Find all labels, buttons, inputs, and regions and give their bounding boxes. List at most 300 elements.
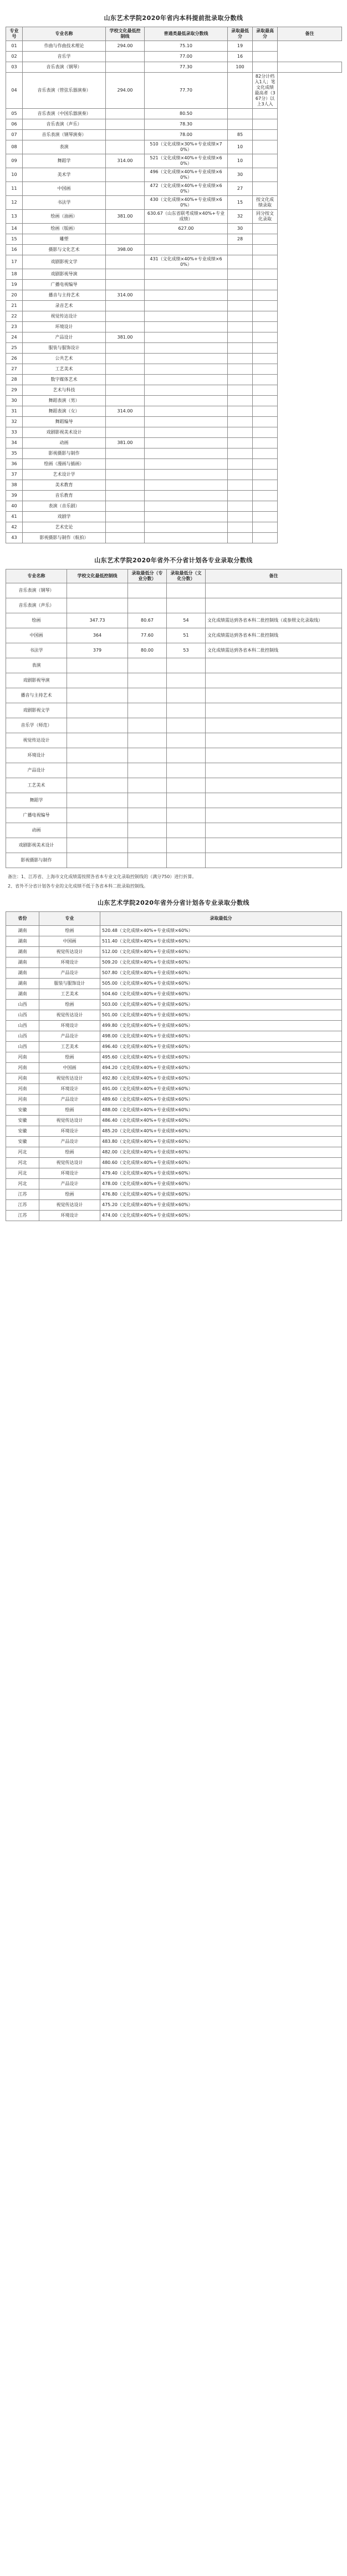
table1-cell: 314.00	[106, 406, 145, 417]
table2-cell: 舞蹈学	[6, 793, 67, 808]
table1	[6, 27, 342, 543]
table3-cell: 河南	[6, 1083, 39, 1094]
table1-cell: 15	[6, 234, 23, 245]
table1-cell	[228, 269, 253, 280]
table-row	[6, 168, 342, 182]
table-row	[6, 255, 342, 269]
table3-cell: 中国画	[39, 936, 100, 946]
table2-header-cell: 专业名称	[6, 569, 67, 583]
table3-cell: 山西	[6, 1010, 39, 1020]
table2-cell	[128, 658, 167, 673]
table-row	[6, 1052, 342, 1062]
table3-cell: 511.40（文化成绩×40%+专业成绩×60%）	[100, 936, 342, 946]
table1-cell: 书法学	[23, 196, 106, 210]
table2-cell: 51	[167, 628, 206, 643]
table1-cell	[253, 224, 278, 234]
table-row	[6, 354, 342, 364]
table3-cell: 绘画	[39, 1147, 100, 1157]
table1-cell	[253, 332, 278, 343]
table2-header-cell: 录取最低分（专业分数）	[128, 569, 167, 583]
table2-cell	[206, 793, 342, 808]
table1-cell	[145, 290, 228, 301]
table3-cell: 476.80（文化成绩×40%+专业成绩×60%）	[100, 1189, 342, 1199]
table1-cell	[253, 533, 278, 543]
notes	[8, 874, 339, 890]
table-row	[6, 385, 342, 396]
table1-cell: 17	[6, 255, 23, 269]
table1-cell	[145, 364, 228, 375]
table1-cell	[253, 480, 278, 491]
table2-cell: 中国画	[6, 628, 67, 643]
table-row	[6, 957, 342, 967]
table3-cell: 安徽	[6, 1136, 39, 1147]
table1-cell	[106, 459, 145, 470]
table1-cell: 公共艺术	[23, 354, 106, 364]
table1-cell: 38	[6, 480, 23, 491]
table1-cell	[228, 522, 253, 533]
table1-cell	[145, 375, 228, 385]
table2-cell	[128, 778, 167, 793]
table-row	[6, 375, 342, 385]
table1-cell	[106, 130, 145, 140]
table1-cell: 美术学	[23, 168, 106, 182]
table2-cell	[206, 778, 342, 793]
table3-cell: 山西	[6, 999, 39, 1010]
table1-cell	[278, 62, 342, 73]
table2-cell: 77.60	[128, 628, 167, 643]
table1-cell	[145, 491, 228, 501]
table1-header-cell: 录取最高分	[253, 27, 278, 41]
note-2: 2、省外不分省计划各专业的文化成绩不低于各省本科二批录取控制线。	[8, 883, 149, 889]
table2-cell	[128, 718, 167, 733]
table-row	[6, 1105, 342, 1115]
table3-cell: 492.80（文化成绩×40%+专业成绩×60%）	[100, 1073, 342, 1083]
table-row	[6, 280, 342, 290]
table1-cell	[106, 522, 145, 533]
table3-cell: 安徽	[6, 1115, 39, 1126]
table-row	[6, 778, 342, 793]
table-row	[6, 808, 342, 823]
table2-cell	[206, 673, 342, 688]
table-row	[6, 269, 342, 280]
table1-cell: 18	[6, 269, 23, 280]
table2-cell: 364	[67, 628, 128, 643]
table1-cell	[228, 375, 253, 385]
table-row	[6, 643, 342, 658]
table2-cell	[67, 718, 128, 733]
table-row	[6, 322, 342, 332]
table3-cell: 491.00（文化成绩×40%+专业成绩×60%）	[100, 1083, 342, 1094]
table1-cell: 服装与服饰设计	[23, 343, 106, 354]
table1-cell: 36	[6, 459, 23, 470]
table1-cell: 16	[6, 245, 23, 255]
table2-cell: 广播电视编导	[6, 808, 67, 823]
table1-cell	[106, 280, 145, 290]
table3-cell: 河北	[6, 1178, 39, 1189]
table2-cell	[67, 703, 128, 718]
table-row	[6, 1115, 342, 1126]
table-row	[6, 448, 342, 459]
table2-cell: 表演	[6, 658, 67, 673]
table1-header-cell: 专业名称	[23, 27, 106, 41]
table1-cell: 26	[6, 354, 23, 364]
table3-cell: 环境设计	[39, 1020, 100, 1031]
table1-cell	[228, 311, 253, 322]
table1-cell	[253, 269, 278, 280]
table-row	[6, 989, 342, 999]
table1-cell: 22	[6, 311, 23, 322]
table1-cell	[106, 501, 145, 512]
table2-header-cell: 备注	[206, 569, 342, 583]
table2-cell: 53	[167, 643, 206, 658]
table1-cell	[145, 459, 228, 470]
table3-cell: 江苏	[6, 1189, 39, 1199]
table1-cell	[106, 385, 145, 396]
table1-cell: 视觉传达设计	[23, 311, 106, 322]
table1-cell: 80.50	[145, 109, 228, 119]
table2-cell	[206, 808, 342, 823]
table1-cell: 42	[6, 522, 23, 533]
table2-cell	[67, 688, 128, 703]
table1-cell	[106, 343, 145, 354]
table-row	[6, 154, 342, 168]
table-row	[6, 1094, 342, 1105]
table1-cell: 33	[6, 427, 23, 438]
table1-cell	[253, 459, 278, 470]
table3-cell: 视觉传达设计	[39, 1199, 100, 1210]
table1-cell	[145, 311, 228, 322]
table3-cell: 湖南	[6, 936, 39, 946]
table-row	[6, 1031, 342, 1041]
table1-cell: 02	[6, 52, 23, 62]
table2-cell: 环境设计	[6, 748, 67, 763]
table1-cell: 77.30	[145, 62, 228, 73]
table1-header-cell: 专业号	[6, 27, 23, 41]
table1-cell: 27	[228, 182, 253, 196]
table3-cell: 474.00（文化成绩×40%+专业成绩×60%）	[100, 1210, 342, 1221]
table2	[6, 569, 342, 868]
table-row	[6, 234, 342, 245]
table1-cell	[253, 438, 278, 448]
table2-cell	[128, 763, 167, 778]
table1-cell	[228, 290, 253, 301]
table-row	[6, 1126, 342, 1136]
table1-cell	[145, 501, 228, 512]
table2-cell	[167, 763, 206, 778]
table3-cell: 视觉传达设计	[39, 1073, 100, 1083]
table1-cell	[253, 290, 278, 301]
table1-cell: 产品设计	[23, 332, 106, 343]
table1-cell	[106, 491, 145, 501]
table1-cell	[106, 470, 145, 480]
table-row	[6, 1168, 342, 1178]
table3-cell: 512.00（文化成绩×40%+专业成绩×60%）	[100, 946, 342, 957]
table1-cell: 31	[6, 406, 23, 417]
table1-cell	[228, 427, 253, 438]
table3-cell: 绘画	[39, 999, 100, 1010]
table3-cell: 河南	[6, 1094, 39, 1105]
table2-cell	[67, 583, 128, 598]
table1-cell	[106, 224, 145, 234]
table2-cell: 文化成绩需达到各省本科二批控制线	[206, 643, 342, 658]
table1-cell: 100	[228, 62, 253, 73]
table1-cell: 12	[6, 196, 23, 210]
table3-cell: 产品设计	[39, 1178, 100, 1189]
table2-cell	[67, 733, 128, 748]
table2-cell	[128, 688, 167, 703]
table1-cell: 中国画	[23, 182, 106, 196]
table1-cell	[145, 245, 228, 255]
table1-cell	[253, 501, 278, 512]
table1-cell	[253, 62, 278, 73]
table3-cell: 产品设计	[39, 1094, 100, 1105]
table1-cell: 播音与主持艺术	[23, 290, 106, 301]
table1-cell	[228, 480, 253, 491]
table3-cell: 工艺美术	[39, 1041, 100, 1052]
table1-cell: 75.10	[145, 41, 228, 52]
table-row	[6, 140, 342, 154]
table1-cell	[106, 364, 145, 375]
table1-cell	[228, 255, 253, 269]
table1-cell	[145, 522, 228, 533]
table2-cell	[128, 853, 167, 868]
table1-cell	[145, 417, 228, 427]
table3-cell: 中国画	[39, 1062, 100, 1073]
table2-cell	[167, 748, 206, 763]
table3-cell: 江苏	[6, 1210, 39, 1221]
table3-cell: 绘画	[39, 1189, 100, 1199]
table1-cell: 10	[228, 140, 253, 154]
table-row	[6, 1157, 342, 1168]
table1-cell	[106, 62, 145, 73]
table2-cell: 戏剧影视美术设计	[6, 838, 67, 853]
table2-cell	[128, 598, 167, 613]
table1-cell	[106, 52, 145, 62]
table1-cell: 按文化成绩录取	[253, 196, 278, 210]
table1-cell: 戏剧影视导演	[23, 269, 106, 280]
table1-cell: 表演	[23, 140, 106, 154]
table1-cell	[106, 427, 145, 438]
table2-cell	[67, 823, 128, 838]
table1-cell	[228, 322, 253, 332]
table1-cell: 32	[228, 210, 253, 224]
table2-cell	[67, 658, 128, 673]
table1-cell	[253, 396, 278, 406]
table2-cell: 80.67	[128, 613, 167, 628]
table2-cell	[67, 793, 128, 808]
table3-cell: 湖南	[6, 967, 39, 978]
table1-header-row	[6, 27, 342, 41]
table1-cell: 10	[6, 168, 23, 182]
table1-cell	[106, 448, 145, 459]
table1-cell	[106, 375, 145, 385]
table1-cell	[228, 354, 253, 364]
table1-cell: 21	[6, 301, 23, 311]
table1-cell: 627.00	[145, 224, 228, 234]
table-row	[6, 1020, 342, 1031]
table3-cell: 485.20（文化成绩×40%+专业成绩×60%）	[100, 1126, 342, 1136]
table2-cell	[128, 673, 167, 688]
table2-cell	[206, 658, 342, 673]
table3-cell: 河南	[6, 1062, 39, 1073]
table-row	[6, 501, 342, 512]
table3-cell: 湖南	[6, 989, 39, 999]
table1-cell	[145, 301, 228, 311]
table2-cell: 54	[167, 613, 206, 628]
table1-cell	[145, 427, 228, 438]
table-row	[6, 364, 342, 375]
table1-cell	[228, 280, 253, 290]
table-row	[6, 793, 342, 808]
table1-cell	[106, 396, 145, 406]
table1-cell: 29	[6, 385, 23, 396]
table1-cell	[253, 280, 278, 290]
table2-cell: 347.73	[67, 613, 128, 628]
table2-cell	[206, 718, 342, 733]
table3-cell: 湖南	[6, 978, 39, 989]
table-row	[6, 73, 342, 109]
table-row	[6, 628, 342, 643]
table1-cell: 23	[6, 322, 23, 332]
table1-cell: 77.70	[145, 73, 228, 109]
table-row	[6, 688, 342, 703]
table1-cell: 43	[6, 533, 23, 543]
table2-cell	[67, 748, 128, 763]
table2-cell: 文化成绩需达到各省本科二批控制线（或参照文化录取线）	[206, 613, 342, 628]
table-row	[6, 1210, 342, 1221]
table2-header-row	[6, 569, 342, 583]
table1-cell: 25	[6, 343, 23, 354]
table1-cell: 398.00	[106, 245, 145, 255]
table1-cell: 影视摄影与制作	[23, 448, 106, 459]
table1-cell: 32	[6, 417, 23, 427]
table1-cell: 绘画（漫画与插画）	[23, 459, 106, 470]
table-row	[6, 1189, 342, 1199]
table3-cell: 河南	[6, 1052, 39, 1062]
table1-cell	[253, 322, 278, 332]
table1-cell	[253, 182, 278, 196]
table3-header-cell: 专业	[39, 911, 100, 925]
table1-cell	[145, 396, 228, 406]
table2-cell	[167, 703, 206, 718]
table1-cell: 16	[228, 52, 253, 62]
table2-cell	[206, 733, 342, 748]
table1-cell: 314.00	[106, 290, 145, 301]
table1-cell: 496（文化成绩×40%+专业成绩×60%）	[145, 168, 228, 182]
table-row	[6, 491, 342, 501]
table1-cell	[145, 234, 228, 245]
table2-cell	[206, 598, 342, 613]
table-row	[6, 130, 342, 140]
table1-cell	[228, 459, 253, 470]
table-row	[6, 224, 342, 234]
table-row	[6, 1136, 342, 1147]
table1-cell: 01	[6, 41, 23, 52]
table3-header-cell: 录取最低分	[100, 911, 342, 925]
table3-cell: 山西	[6, 1041, 39, 1052]
table-row	[6, 480, 342, 491]
table2-cell	[206, 763, 342, 778]
table1-header-cell: 普通类最低录取分数线	[145, 27, 228, 41]
table1-cell	[145, 322, 228, 332]
table1-cell: 381.00	[106, 210, 145, 224]
table3-cell: 489.60（文化成绩×40%+专业成绩×60%）	[100, 1094, 342, 1105]
table1-cell	[253, 427, 278, 438]
table1-cell	[106, 119, 145, 130]
table1-cell	[145, 533, 228, 543]
table3-cell: 山西	[6, 1020, 39, 1031]
table1-cell: 78.30	[145, 119, 228, 130]
table1-cell	[253, 234, 278, 245]
table1-header-cell: 备注	[278, 27, 342, 41]
table-row	[6, 417, 342, 427]
table2-cell: 音乐表演（声乐）	[6, 598, 67, 613]
table1-cell: 294.00	[106, 41, 145, 52]
table3-cell: 视觉传达设计	[39, 1115, 100, 1126]
table1-cell: 舞蹈学	[23, 154, 106, 168]
table3-cell: 494.20（文化成绩×40%+专业成绩×60%）	[100, 1062, 342, 1073]
table2-cell	[128, 823, 167, 838]
table1-cell: 广播电视编导	[23, 280, 106, 290]
table2-cell	[128, 748, 167, 763]
table2-cell	[167, 793, 206, 808]
table1-cell: 14	[6, 224, 23, 234]
table-row	[6, 936, 342, 946]
table1-cell: 20	[6, 290, 23, 301]
table3-cell: 环境设计	[39, 1083, 100, 1094]
table1-cell: 04	[6, 73, 23, 109]
table1-cell	[253, 354, 278, 364]
table2-cell	[167, 673, 206, 688]
table3-cell: 绘画	[39, 925, 100, 936]
table1-cell: 30	[6, 396, 23, 406]
table3-cell: 503.00（文化成绩×40%+专业成绩×60%）	[100, 999, 342, 1010]
table2-cell	[167, 733, 206, 748]
table1-cell: 10	[228, 154, 253, 168]
table1-cell	[228, 470, 253, 480]
table1-cell: 381.00	[106, 438, 145, 448]
table3-cell: 视觉传达设计	[39, 946, 100, 957]
table1-cell: 28	[228, 234, 253, 245]
table-row	[6, 470, 342, 480]
table1-cell	[228, 417, 253, 427]
table3-cell: 478.00（文化成绩×40%+专业成绩×60%）	[100, 1178, 342, 1189]
table1-cell	[228, 119, 253, 130]
table1-cell: 11	[6, 182, 23, 196]
table2-cell	[128, 583, 167, 598]
table1-cell	[253, 245, 278, 255]
table2-cell	[167, 718, 206, 733]
table1-cell: 美术教育	[23, 480, 106, 491]
table1-cell	[106, 182, 145, 196]
table1-cell: 戏剧学	[23, 512, 106, 522]
table1-cell	[228, 343, 253, 354]
table-row	[6, 245, 342, 255]
table1-cell	[106, 301, 145, 311]
table1-cell	[253, 130, 278, 140]
table-row	[6, 332, 342, 343]
table1-cell	[253, 375, 278, 385]
table1-cell	[106, 512, 145, 522]
table3-cell: 视觉传达设计	[39, 1157, 100, 1168]
table-row	[6, 512, 342, 522]
table1-cell: 绘画（油画）	[23, 210, 106, 224]
table3-cell: 绘画	[39, 1105, 100, 1115]
table-row	[6, 182, 342, 196]
table3-cell: 湖南	[6, 925, 39, 936]
table2-cell	[128, 808, 167, 823]
table1-cell: 13	[6, 210, 23, 224]
